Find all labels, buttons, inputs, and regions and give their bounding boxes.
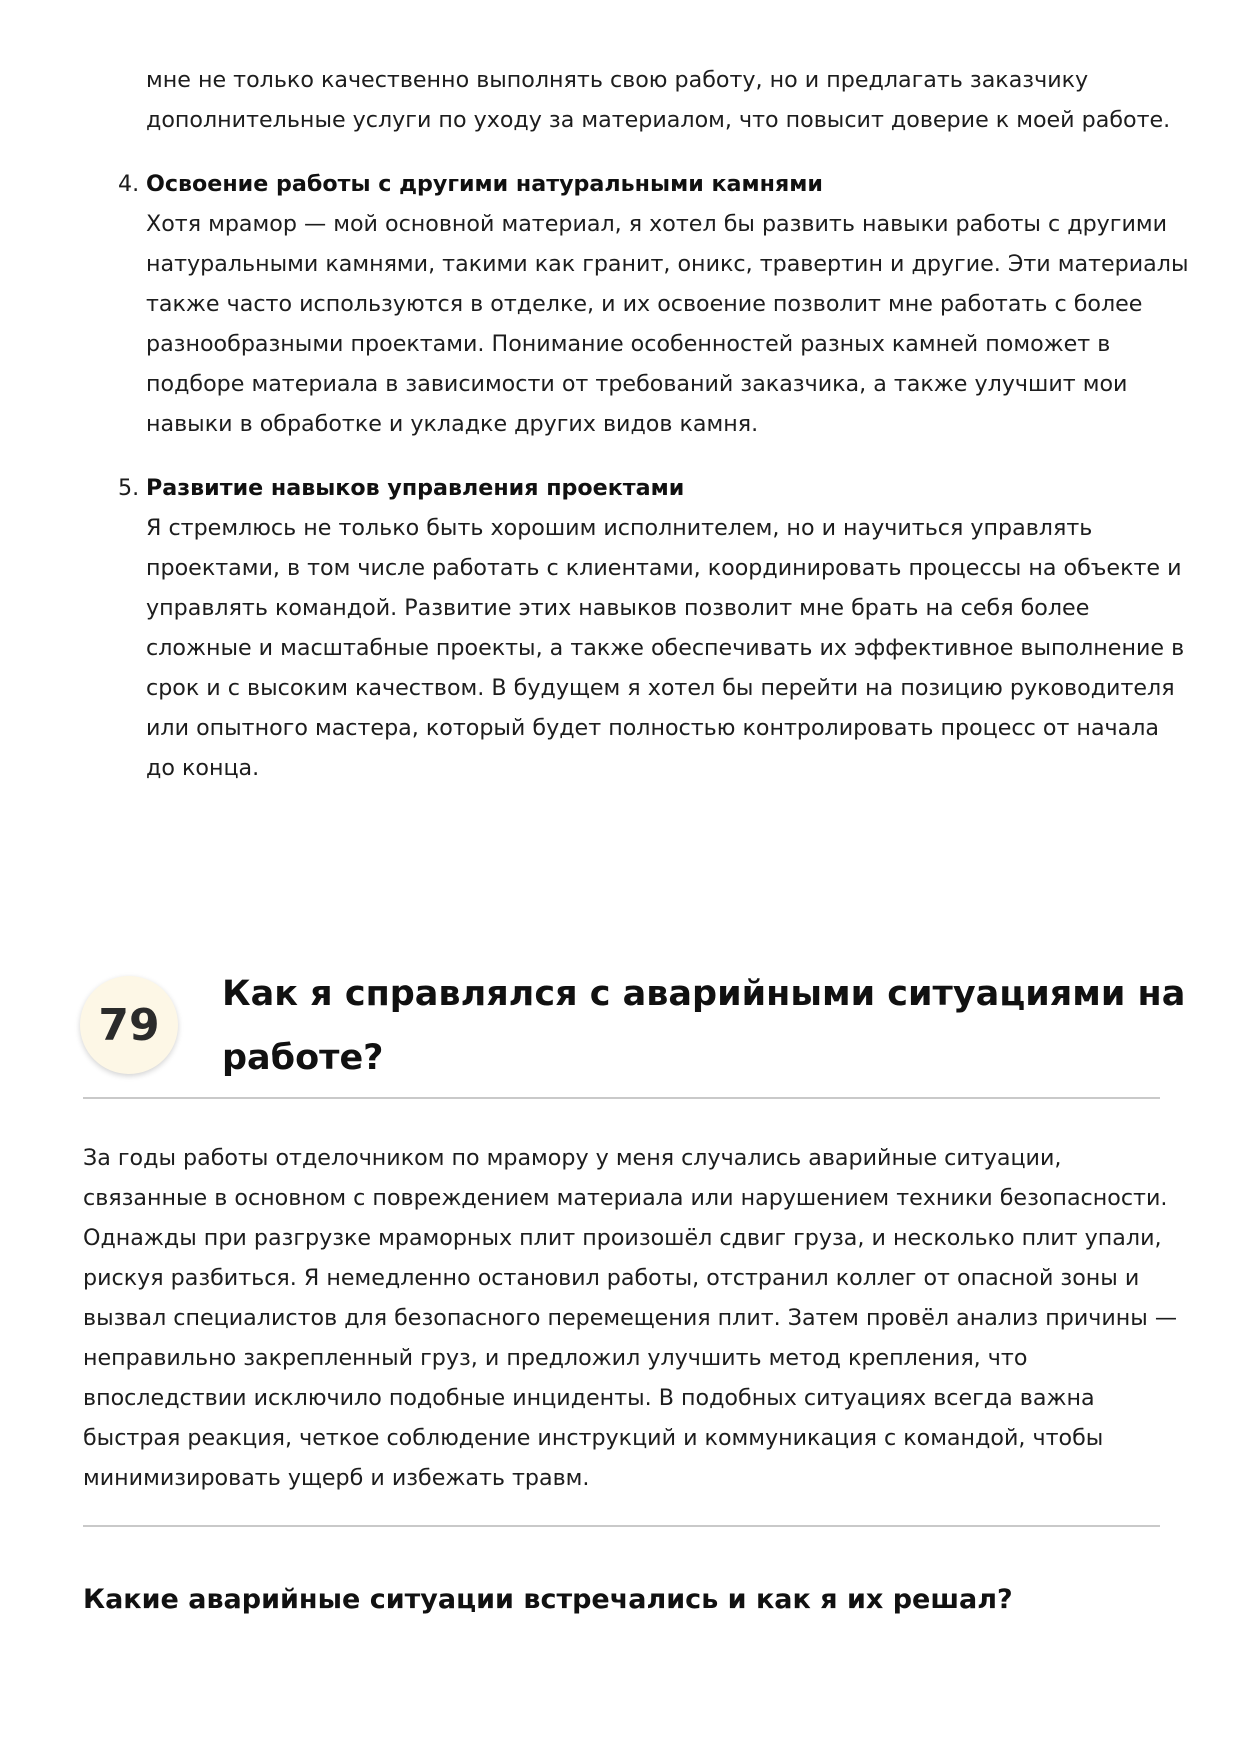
item4-title: Освоение работы с другими натуральными камнями: [146, 171, 823, 197]
item4-line-1: Хотя мрамор — мой основной материал, я хотел бы развить навыки работы с другими: [146, 211, 1168, 237]
paragraph-line-9: минимизировать ущерб и избежать травм.: [83, 1465, 590, 1491]
item5-line-6: или опытного мастера, который будет полностью контролировать процесс от начала: [146, 715, 1160, 741]
paragraph-line-1: За годы работы отделочником по мрамору у меня случались аварийные ситуации,: [83, 1145, 1062, 1171]
item4-line-5: подборе материала в зависимости от требований заказчика, а также улучшит мои: [146, 371, 1128, 397]
paragraph-line-3: Однажды при разгрузке мраморных плит произошёл сдвиг груза, и несколько плит упали,: [83, 1225, 1162, 1251]
section-title-line-2: работе?: [222, 1038, 384, 1078]
paragraph-line-5: вызвал специалистов для безопасного перемещения плит. Затем провёл анализ причины —: [83, 1305, 1178, 1331]
paragraph-line-8: быстрая реакция, четкое соблюдение инструкций и коммуникация с командой, чтобы: [83, 1425, 1104, 1451]
section-title-divider: [83, 1097, 1160, 1099]
item5-line-2: проектами, в том числе работать с клиентами, координировать процессы на объекте и: [146, 555, 1182, 581]
paragraph-divider: [83, 1525, 1160, 1527]
item4-line-3: также часто используются в отделке, и их освоение позволит мне работать с более: [146, 291, 1143, 317]
item5-line-5: срок и с высоким качеством. В будущем я хотел бы перейти на позицию руководителя: [146, 675, 1175, 701]
item5-title: Развитие навыков управления проектами: [146, 475, 685, 501]
item3-line-1: мне не только качественно выполнять свою работу, но и предлагать заказчику: [146, 67, 1089, 93]
item5-number: 5.: [118, 475, 140, 501]
paragraph-line-7: впоследствии исключило подобные инциденты. В подобных ситуациях всегда важна: [83, 1385, 1095, 1411]
paragraph-line-6: неправильно закрепленный груз, и предложил улучшить метод крепления, что: [83, 1345, 1028, 1371]
section-number-badge: 79: [80, 976, 178, 1074]
section-title-line-1: Как я справлялся с аварийными ситуациями на: [222, 974, 1186, 1014]
item5-line-3: управлять командой. Развитие этих навыков позволит мне брать на себя более: [146, 595, 1090, 621]
item5-line-4: сложные и масштабные проекты, а также обеспечивать их эффективное выполнение в: [146, 635, 1185, 661]
item4-line-6: навыки в обработке и укладке других видов камня.: [146, 411, 759, 437]
item5-line-7: до конца.: [146, 755, 260, 781]
item3-line-2: дополнительные услуги по уходу за материалом, что повысит доверие к моей работе.: [146, 107, 1171, 133]
section-subheading: Какие аварийные ситуации встречались и как я их решал?: [83, 1584, 1013, 1615]
paragraph-line-2: связанные в основном с повреждением материала или нарушением техники безопасности.: [83, 1185, 1168, 1211]
item4-line-4: разнообразными проектами. Понимание особенностей разных камней поможет в: [146, 331, 1111, 357]
paragraph-line-4: рискуя разбиться. Я немедленно остановил работы, отстранил коллег от опасной зоны и: [83, 1265, 1140, 1291]
item4-number: 4.: [118, 171, 140, 197]
item5-line-1: Я стремлюсь не только быть хорошим исполнителем, но и научиться управлять: [146, 515, 1093, 541]
item4-line-2: натуральными камнями, такими как гранит, оникс, травертин и другие. Эти материалы: [146, 251, 1189, 277]
